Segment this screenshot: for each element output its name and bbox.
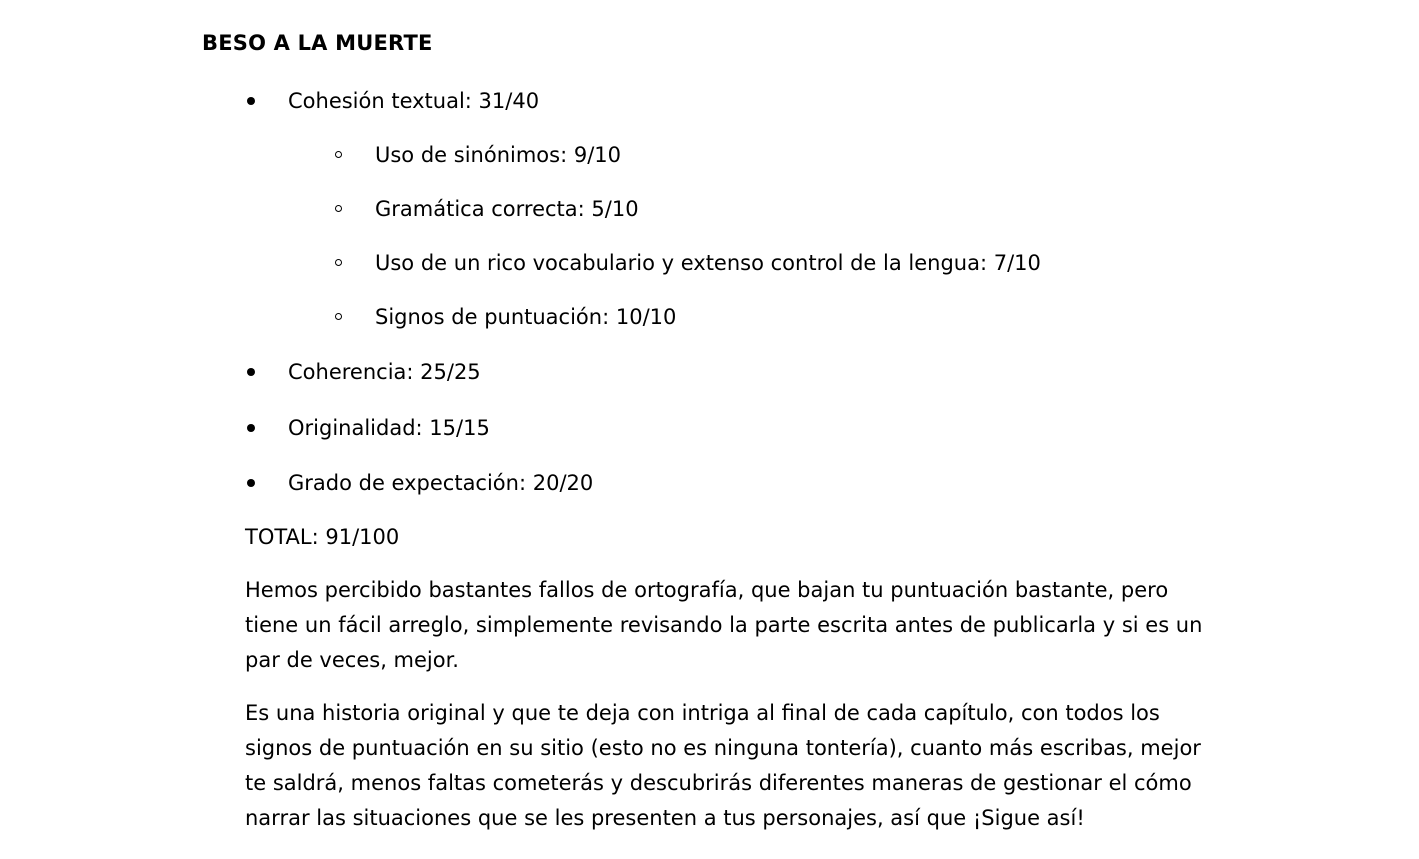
- bullet-icon: [247, 97, 255, 105]
- subitem-vocabulary: Uso de un rico vocabulario y extenso control de la lengua: 7/10: [375, 251, 1041, 275]
- paragraph-line: signos de puntuación en su sitio (esto no es ninguna tontería), cuanto más escribas, mejor: [245, 736, 1201, 760]
- criterion-originality: Originalidad: 15/15: [288, 416, 490, 440]
- paragraph-line: narrar las situaciones que se les presenten a tus personajes, así que ¡Sigue así!: [245, 806, 1085, 830]
- bullet-icon: [247, 479, 255, 487]
- bullet-icon: [247, 424, 255, 432]
- paragraph-line: tiene un fácil arreglo, simplemente revisando la parte escrita antes de publicarla y si es un: [245, 613, 1203, 637]
- sub-bullet-icon: [335, 205, 342, 212]
- sub-bullet-icon: [335, 313, 342, 320]
- criterion-expectation: Grado de expectación: 20/20: [288, 471, 594, 495]
- sub-bullet-icon: [335, 259, 342, 266]
- bullet-icon: [247, 368, 255, 376]
- total-score: TOTAL: 91/100: [245, 525, 400, 549]
- feedback-paragraph-1: [245, 573, 1220, 678]
- subitem-punctuation: Signos de puntuación: 10/10: [375, 305, 677, 329]
- subitem-grammar: Gramática correcta: 5/10: [375, 197, 639, 221]
- criterion-cohesion: Cohesión textual: 31/40: [288, 89, 540, 113]
- paragraph-line: Es una historia original y que te deja con intriga al final de cada capítulo, con todos los: [245, 701, 1160, 725]
- criterion-coherence: Coherencia: 25/25: [288, 360, 481, 384]
- sub-bullet-icon: [335, 151, 342, 158]
- document-title: BESO A LA MUERTE: [202, 31, 433, 55]
- subitem-synonyms: Uso de sinónimos: 9/10: [375, 143, 621, 167]
- feedback-paragraph-2: [245, 696, 1220, 836]
- paragraph-line: Hemos percibido bastantes fallos de ortografía, que bajan tu puntuación bastante, pero: [245, 578, 1169, 602]
- paragraph-line: te saldrá, menos faltas cometerás y descubrirás diferentes maneras de gestionar el cómo: [245, 771, 1192, 795]
- paragraph-line: par de veces, mejor.: [245, 648, 459, 672]
